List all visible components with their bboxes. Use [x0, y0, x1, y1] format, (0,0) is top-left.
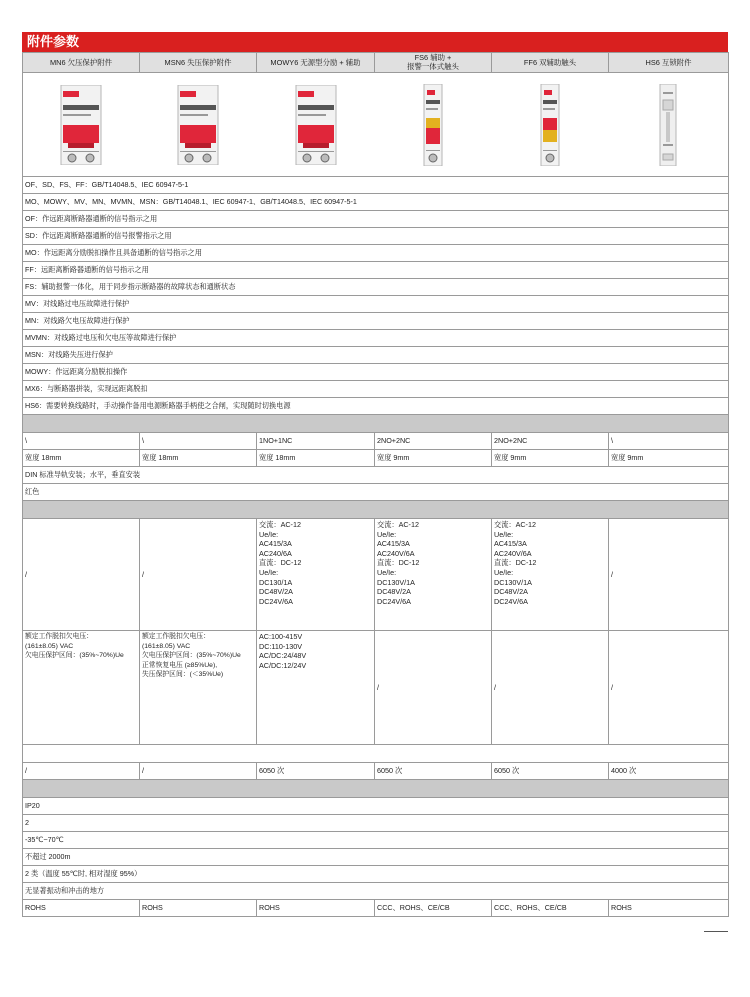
product-name: FF6 双辅助触头: [492, 53, 609, 73]
note-line: OF、SD、FS、FF：GB/T14048.5、IEC 60947-5-1: [23, 177, 729, 194]
env-protection-cell: IP20: [23, 798, 729, 815]
contact-cell: 2NO+2NC: [492, 433, 609, 450]
mounting-cell: DIN 标准导轨安装；水平，垂直安装: [23, 467, 729, 484]
contacts-row: [23, 433, 729, 450]
contact-cell: 1NO+1NC: [257, 433, 375, 450]
note-line: MO、MOWY、MV、MN、MVMN、MSN：GB/T14048.1、IEC 60947-1、GB/T14048.5、IEC 60947-5-1: [23, 194, 729, 211]
endurance-cell: 6050 次: [257, 763, 375, 780]
cert-cell: ROHS: [140, 900, 257, 917]
endurance-row: [23, 763, 729, 780]
width-cell: 宽度 9mm: [492, 450, 609, 467]
note-line: FF：远距离断路器通断的信号指示之用: [23, 262, 729, 279]
voltage-row: [23, 631, 729, 745]
contact-cell: \: [140, 433, 257, 450]
cert-cell: ROHS: [257, 900, 375, 917]
note-line: FS：辅助报警一体化，用于同步指示断路器的故障状态和通断状态: [23, 279, 729, 296]
rating-cell: 交流：AC-12 Ue/Ie: AC415/3A AC240V/6A 直流：DC-12 Ue/Ie: DC130V/1A DC48V/2A DC24V/6A: [492, 519, 609, 631]
ff6-contact-icon: [492, 73, 609, 177]
voltage-cell: /: [492, 631, 609, 745]
note-line: MVMN：对线路过电压和欠电压等故障进行保护: [23, 330, 729, 347]
section-divider: [23, 780, 729, 798]
voltage-cell: /: [375, 631, 492, 745]
rating-cell: 交流：AC-12 Ue/Ie: AC415/3A AC240/6A 直流：DC-12 Ue/Ie: DC130/1A DC48V/2A DC24V/6A: [257, 519, 375, 631]
product-image-row: [23, 73, 729, 177]
endurance-cell: 6050 次: [492, 763, 609, 780]
page-title: 附件参数: [22, 32, 728, 52]
footer-rule: [704, 931, 728, 932]
hs6-interlock-icon: [609, 73, 729, 177]
cert-cell: ROHS: [23, 900, 140, 917]
width-cell: 宽度 18mm: [257, 450, 375, 467]
section-divider: [23, 745, 729, 763]
mowy6-module-icon: [257, 73, 375, 177]
certification-row: [23, 900, 729, 917]
note-line: HS6：需要转换线路时，手动操作备用电源断路器手柄使之合闸，实现随时切换电源: [23, 398, 729, 415]
section-divider: [23, 501, 729, 519]
voltage-cell: 额定工作脱扣欠电压： (161±8.05) VAC 欠电压保护区间：(35%~70%)Ue 正常恢复电压 (≥85%Ue), 失压保护区间：(＜35%Ue): [140, 631, 257, 745]
cert-cell: ROHS: [609, 900, 729, 917]
endurance-cell: 6050 次: [375, 763, 492, 780]
endurance-cell: /: [23, 763, 140, 780]
env-pollution-cell: 2: [23, 815, 729, 832]
env-temperature-cell: -35℃~70℃: [23, 832, 729, 849]
product-name: FS6 辅助 + 报警一体式触头: [375, 53, 492, 73]
env-vibration-cell: 无显著振动和冲击的地方: [23, 883, 729, 900]
note-line: MOWY：作远距离分励脱扣操作: [23, 364, 729, 381]
section-divider: [23, 415, 729, 433]
msn6-module-icon: [140, 73, 257, 177]
spec-table: [22, 52, 729, 917]
note-line: SD：作远距离断路器通断的信号报警指示之用: [23, 228, 729, 245]
note-line: MO：作远距离分励脱扣操作且具备通断的信号指示之用: [23, 245, 729, 262]
fs6-contact-icon: [375, 73, 492, 177]
note-line: MV：对线路过电压故障进行保护: [23, 296, 729, 313]
endurance-cell: 4000 次: [609, 763, 729, 780]
note-line: MX6：与断路器拼装，实现远距离脱扣: [23, 381, 729, 398]
rating-cell: /: [609, 519, 729, 631]
contact-cell: \: [23, 433, 140, 450]
rating-cell: /: [140, 519, 257, 631]
env-humidity-cell: 2 类（温度 55℃时, 相对湿度 95%）: [23, 866, 729, 883]
product-name: MOWY6 无源型分励 + 辅助: [257, 53, 375, 73]
rating-cell: 交流：AC-12 Ue/Ie: AC415/3A AC240V/6A 直流：DC-12 Ue/Ie: DC130V/1A DC48V/2A DC24V/6A: [375, 519, 492, 631]
voltage-cell: /: [609, 631, 729, 745]
note-line: MSN：对线路失压进行保护: [23, 347, 729, 364]
product-name: MN6 欠压保护附件: [23, 53, 140, 73]
note-line: MN：对线路欠电压故障进行保护: [23, 313, 729, 330]
cert-cell: CCC、ROHS、CE/CB: [375, 900, 492, 917]
width-cell: 宽度 9mm: [375, 450, 492, 467]
product-name: MSN6 失压保护附件: [140, 53, 257, 73]
width-cell: 宽度 9mm: [609, 450, 729, 467]
rating-cell: /: [23, 519, 140, 631]
product-header-row: [23, 53, 729, 73]
endurance-cell: /: [140, 763, 257, 780]
cert-cell: CCC、ROHS、CE/CB: [492, 900, 609, 917]
note-line: OF：作远距离断路器通断的信号指示之用: [23, 211, 729, 228]
voltage-cell: 额定工作脱扣欠电压： (161±8.05) VAC 欠电压保护区间：(35%~70%)Ue: [23, 631, 140, 745]
contact-cell: 2NO+2NC: [375, 433, 492, 450]
width-row: [23, 450, 729, 467]
width-cell: 宽度 18mm: [23, 450, 140, 467]
color-cell: 红色: [23, 484, 729, 501]
voltage-cell: AC:100-415V DC:110-130V AC/DC:24/48V AC/DC:12/24V: [257, 631, 375, 745]
mn6-module-icon: [23, 73, 140, 177]
width-cell: 宽度 18mm: [140, 450, 257, 467]
product-name: HS6 互锁附件: [609, 53, 729, 73]
contact-cell: \: [609, 433, 729, 450]
ratings-row: [23, 519, 729, 631]
env-altitude-cell: 不超过 2000m: [23, 849, 729, 866]
